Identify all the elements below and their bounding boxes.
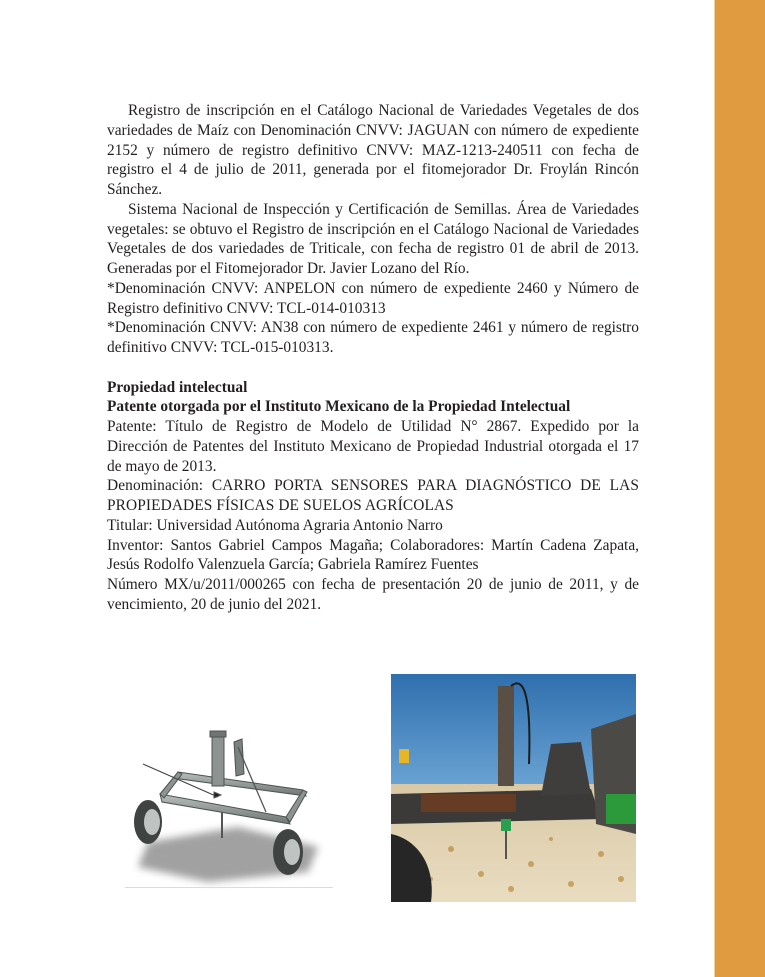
paragraph-an38: *Denominación CNVV: AN38 con número de expediente 2461 y número de registro definitivo CNVV: TCL-015-010313. — [107, 319, 639, 356]
paragraph-denomination: Denominación: CARRO PORTA SENSORES PARA DIAGNÓSTICO DE LAS PROPIEDADES FÍSICAS DE SUELOS AGRÍCOLAS — [107, 477, 639, 514]
photo-tractor-green — [606, 794, 636, 824]
photo-sensor-cylinder — [498, 686, 514, 786]
spacer — [107, 358, 639, 378]
paragraph-anpelon: *Denominación CNVV: ANPELON con número de expediente 2460 y Número de Registro definitivo CNVV: TCL-014-010313 — [107, 279, 639, 317]
document-body — [107, 101, 639, 615]
paragraph-maize-registry: Registro de inscripción en el Catálogo Nacional de Variedades Vegetales de dos variedades de Maíz con Denominación CNVV: JAGUAN con número de expediente 2152 y número de registro definitivo CNVV: MAZ-1213-240511 con fecha de registro el 4 de julio de 2011, generada por el fitomejorador Dr. Froylán Rincón Sánchez. — [107, 102, 639, 198]
paragraph-patent-title: Patente: Título de Registro de Modelo de Utilidad N° 2867. Expedido por la Dirección de Patentes del Instituto Mexicano de Propiedad Industrial otorgada el 17 de mayo de 2013. — [107, 418, 639, 475]
cart-frame — [143, 731, 307, 838]
paragraph-holder: Titular: Universidad Autónoma Agraria Antonio Narro — [107, 516, 443, 534]
paragraph-triticale-registry: Sistema Nacional de Inspección y Certificación de Semillas. Área de Variedades vegetales: se obtuvo el Registro de inscripción en el Catálogo Nacional de Variedades Vegetales de dos variedades de Triticale, con fecha de registro 01 de abril de 2013. Generadas por el Fitomejorador Dr. Javier Lozano del Río. — [107, 200, 639, 277]
cart-wheel-right — [273, 829, 303, 875]
heading-intellectual-property: Propiedad intelectual — [107, 378, 248, 396]
heading-patent: Patente otorgada por el Instituto Mexicano de la Propiedad Intelectual — [107, 398, 571, 416]
cart-wheel-left — [134, 800, 162, 844]
paragraph-inventor: Inventor: Santos Gabriel Campos Magaña; Colaboradores: Martín Cadena Zapata, Jesús Rodolfo Valenzuela García; Gabriela Ramírez Fuentes — [107, 536, 639, 574]
sensor-cart-field-photo — [391, 674, 636, 902]
figure-baseline — [125, 887, 333, 888]
orange-side-bar — [715, 0, 765, 977]
paragraph-number: Número MX/u/2011/000265 con fecha de presentación 20 de junio de 2011, y de vencimiento, 20 de junio del 2021. — [107, 576, 639, 613]
sensor-cart-render-image — [118, 712, 340, 892]
